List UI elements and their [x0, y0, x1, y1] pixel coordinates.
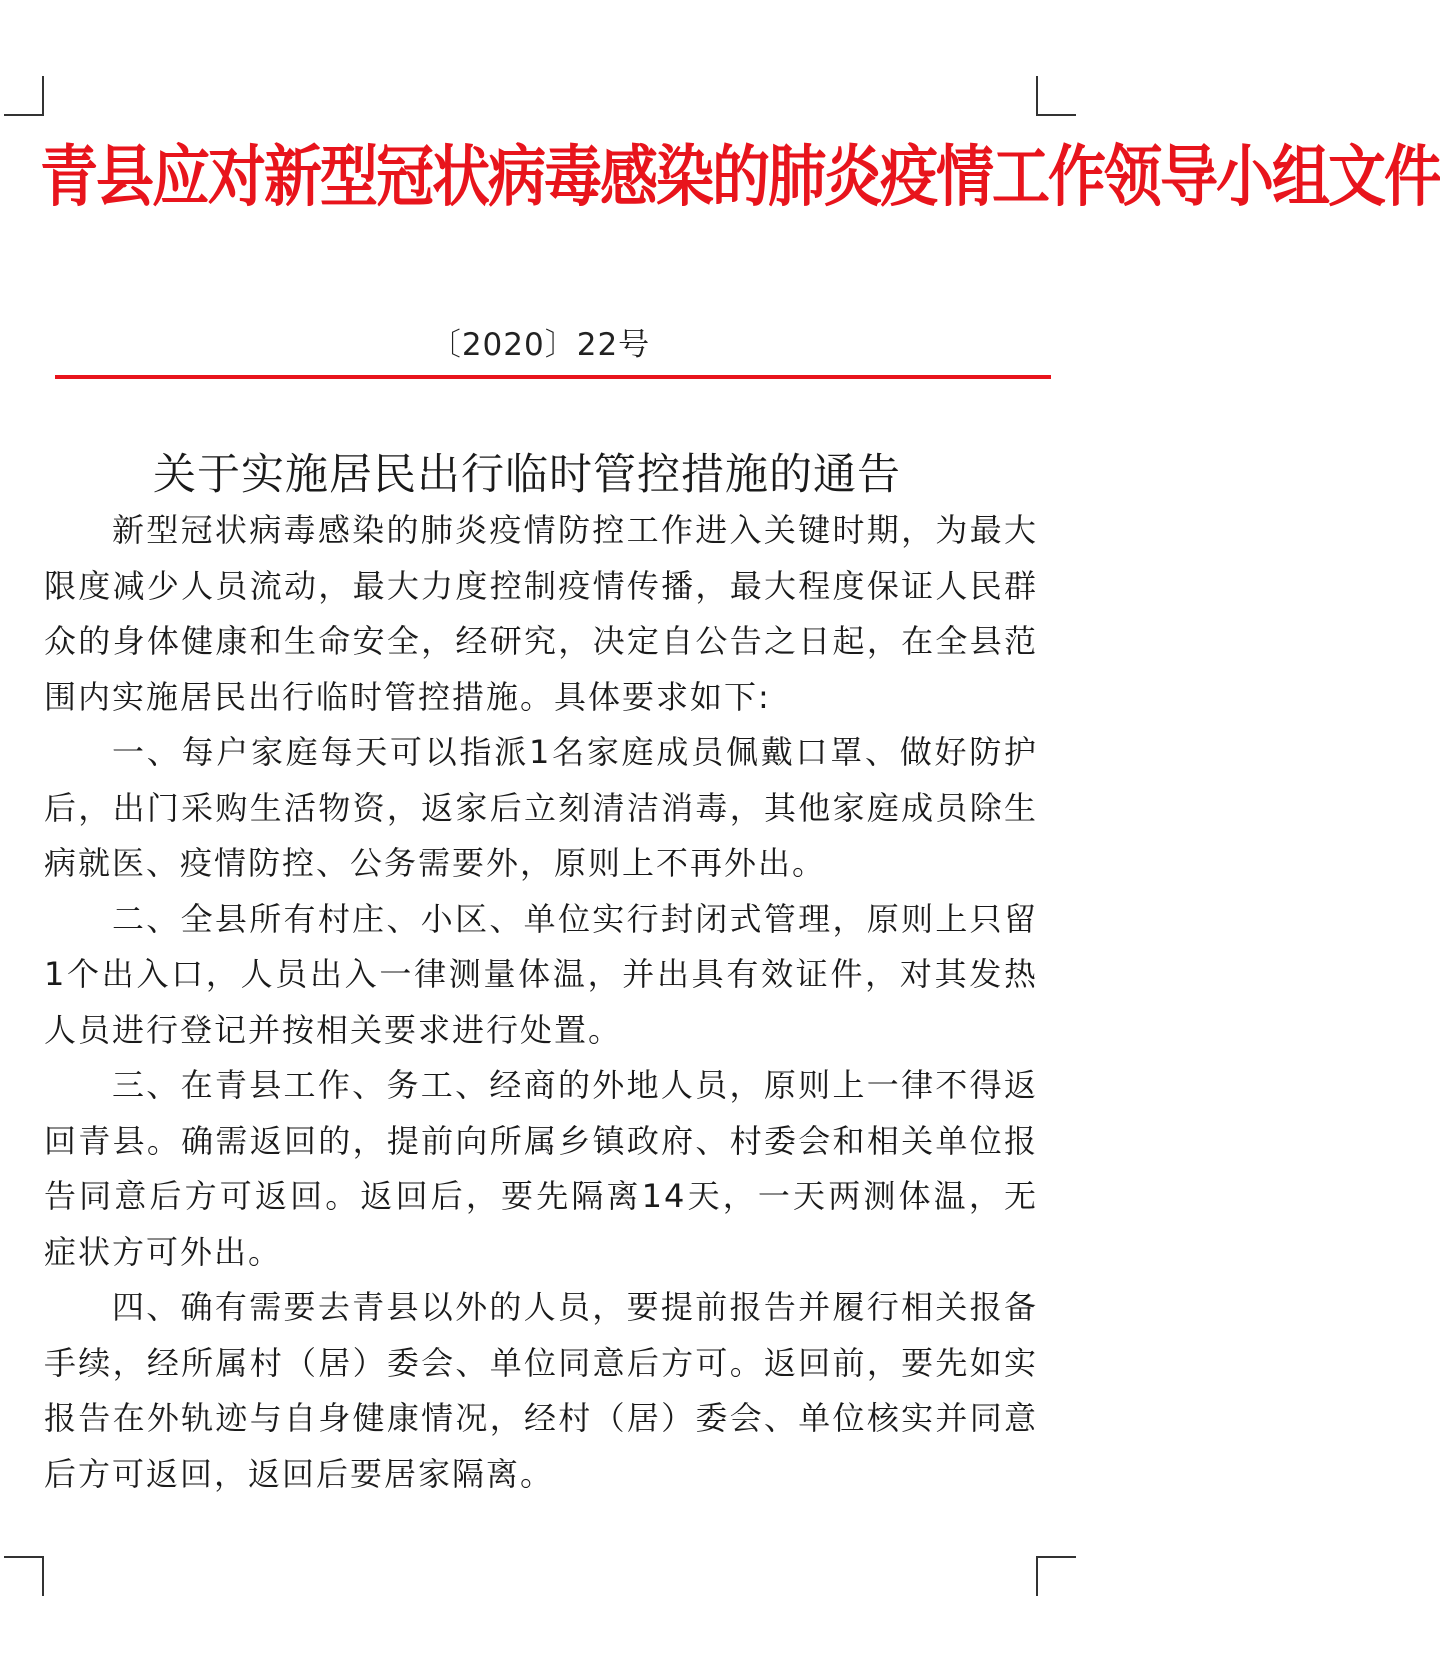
paragraph-item-4: 四、确有需要去青县以外的人员，要提前报告并履行相关报备手续，经所属村（居）委会、单位同意后方可。返回前，要先如实报告在外轨迹与自身健康情况，经村（居）委会、单位核实并同意后方可返回，返回后要居家隔离。	[44, 1288, 1038, 1493]
header-divider	[55, 375, 1051, 379]
crop-mark-bottom-right	[1036, 1556, 1076, 1596]
paragraph-item-1: 一、每户家庭每天可以指派1名家庭成员佩戴口罩、做好防护后，出门采购生活物资，返家后立刻清洁消毒，其他家庭成员除生病就医、疫情防控、公务需要外，原则上不再外出。	[44, 733, 1038, 882]
document-number: 〔2020〕22号	[429, 327, 651, 363]
paragraph-item-2: 二、全县所有村庄、小区、单位实行封闭式管理，原则上只留 1个出入口，人员出入一律测量体温，并出具有效证件，对其发热人员进行登记并按相关要求进行处置。	[44, 899, 1038, 1049]
notice-title: 关于实施居民出行临时管控措施的通告	[153, 450, 901, 500]
paragraph-intro: 新型冠状病毒感染的肺炎疫情防控工作进入关键时期，为最大限度减少人员流动，最大力度控制疫情传播，最大程度保证人民群众的身体健康和生命安全，经研究，决定自公告之日起，在全县范围内实施居民出行临时管控措施。具体要求如下:	[44, 511, 1038, 716]
crop-mark-top-left	[4, 76, 44, 116]
notice-body	[44, 503, 1038, 1502]
document-header-title: 青县应对新型冠状病毒感染的肺炎疫情工作领导小组文件	[40, 137, 1440, 216]
paragraph-item-3: 三、在青县工作、务工、经商的外地人员，原则上一律不得返回青县。确需返回的，提前向所属乡镇政府、村委会和相关单位报告同意后方可返回。返回后，要先隔离14天，一天两测体温，无症状方可外出。	[44, 1066, 1038, 1271]
crop-mark-top-right	[1036, 76, 1076, 116]
crop-mark-bottom-left	[4, 1556, 44, 1596]
